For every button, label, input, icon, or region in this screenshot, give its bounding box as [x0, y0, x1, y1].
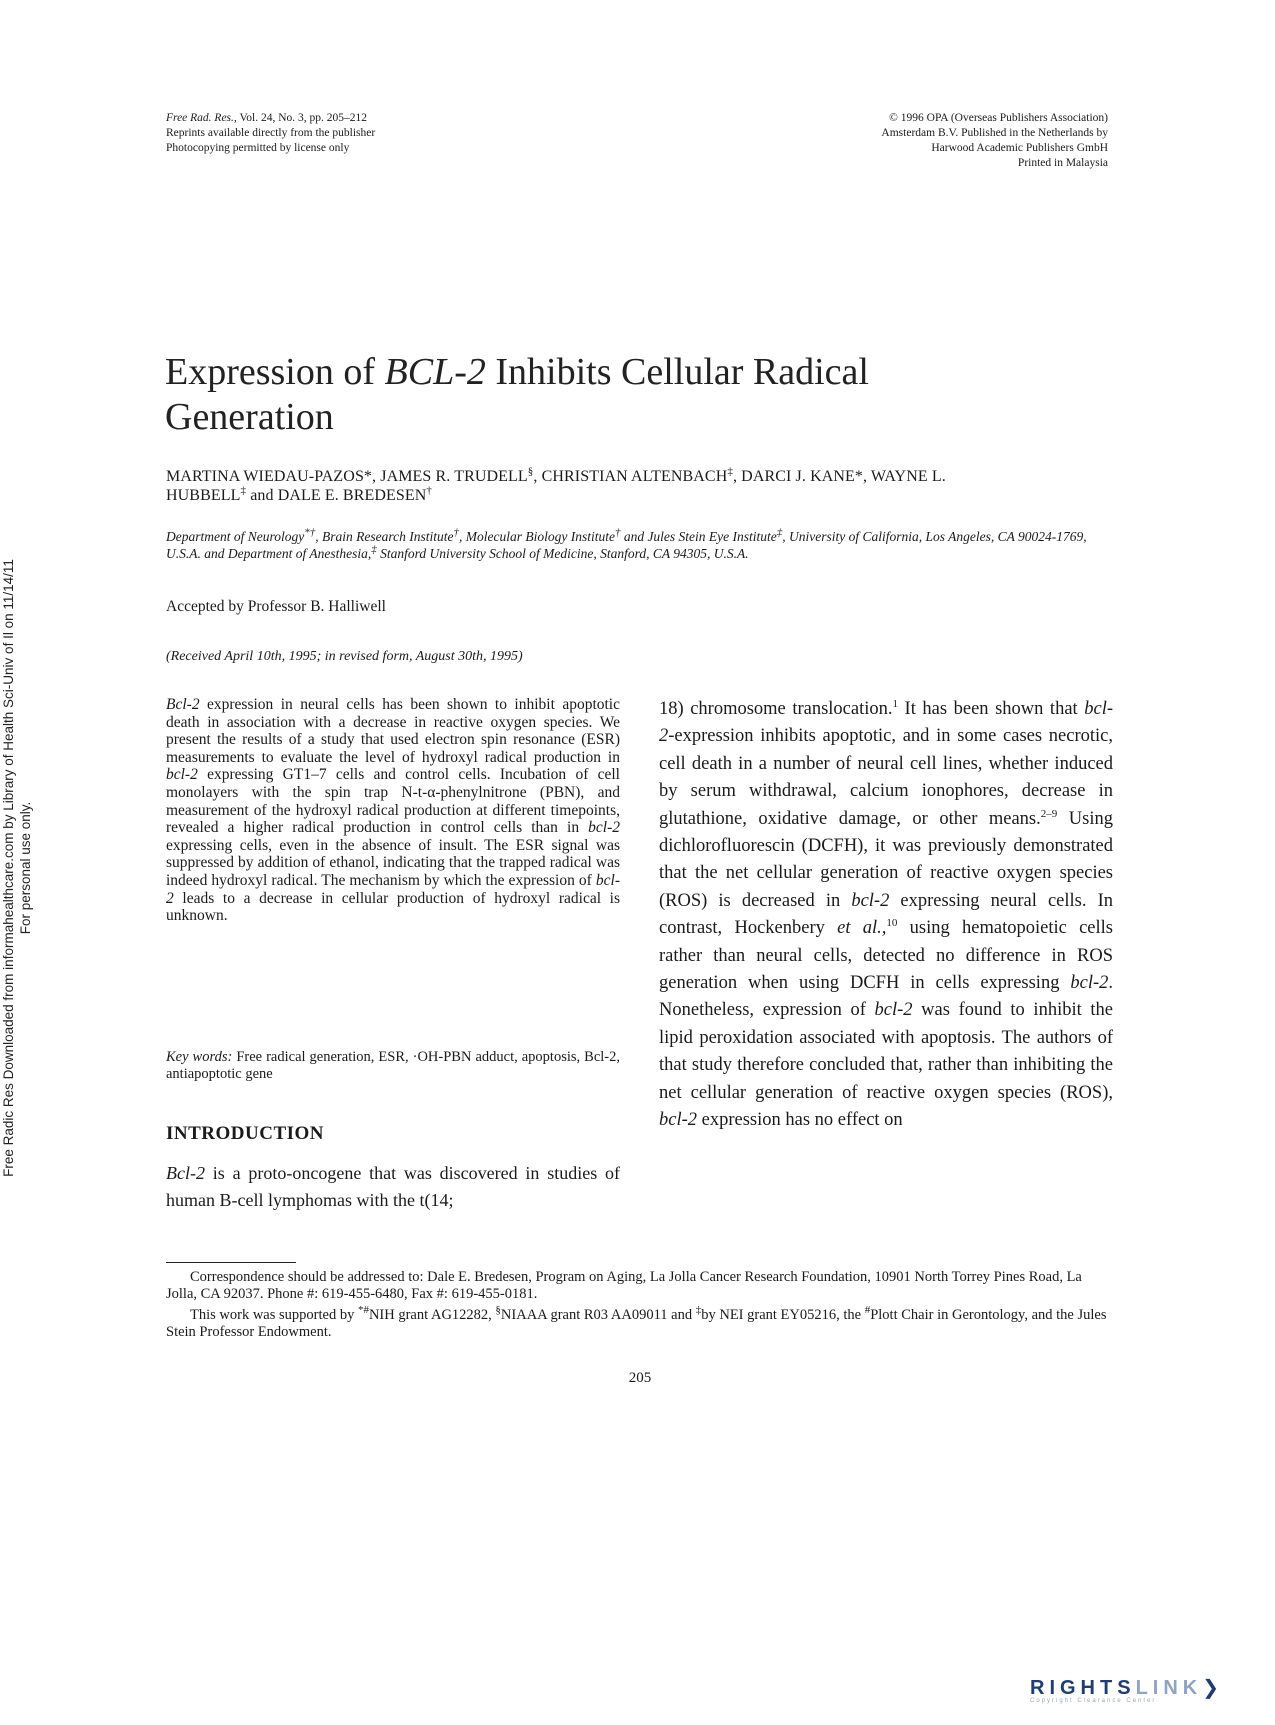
- reprints-note: Reprints available directly from the publisher: [166, 127, 376, 139]
- rightslink-logo[interactable]: RIGHTSLINK❯ Copyright Clearance Center: [1030, 1675, 1260, 1715]
- accepted-by: Accepted by Professor B. Halliwell: [166, 598, 386, 615]
- footnote-correspondence: Correspondence should be addressed to: Dale E. Bredesen, Program on Aging, La Jolla Cancer Research Foundation, 10901 North Torrey Pines Road, La Jolla, CA 92037. Phone #: 619-455-6480, Fax #: 619-455-0181.: [166, 1269, 1082, 1302]
- header-left: [166, 111, 586, 156]
- author-list: MARTINA WIEDAU-PAZOS*, JAMES R. TRUDELL§, CHRISTIAN ALTENBACH‡, DARCI J. KANE*, WAYNE L. HUBBELL‡ and DALE E. BREDESEN†: [166, 465, 946, 504]
- keywords: Key words: Free radical generation, ESR, ·OH-PBN adduct, apoptosis, Bcl-2, antiapoptotic gene: [166, 1049, 620, 1082]
- introduction-column-1: Bcl-2 is a proto-oncogene that was discovered in studies of human B-cell lymphomas with the t(14;: [166, 1163, 620, 1210]
- page-number: 205: [628, 1370, 652, 1386]
- affiliations: Department of Neurology*†, Brain Research Institute†, Molecular Biology Institute† and Jules Stein Eye Institute‡, University of California, Los Angeles, CA 90024-1769, U.S.A. and Department of Anesthesia,‡ Stanford University School of Medicine, Stanford, CA 94305, U.S.A.: [166, 526, 1087, 561]
- printed-line: Printed in Malaysia: [1017, 157, 1108, 169]
- watermark-line-1: Free Radic Res Downloaded from informahealthcare.com by Library of Health Sci-Univ of Il on 11/14/11: [1, 559, 16, 1177]
- rightslink-tagline: Copyright Clearance Center: [1030, 1698, 1157, 1704]
- article-title: Expression of BCL-2 Inhibits Cellular Radical Generation: [165, 351, 869, 438]
- watermark-line-2: For personal use only.: [18, 801, 33, 935]
- chevron-right-icon: ❯: [1202, 1677, 1224, 1699]
- publisher-line: Harwood Academic Publishers GmbH: [931, 142, 1108, 154]
- received-dates: (Received April 10th, 1995; in revised form, August 30th, 1995): [166, 649, 523, 664]
- download-watermark: [0, 508, 48, 1228]
- abstract: Bcl-2 expression in neural cells has been shown to inhibit apoptotic death in association with a decrease in reactive oxygen species. We present the results of a study that used electron spin resonance (ESR) measurements to evaluate the level of hydroxyl radical production in bcl-2 expressing GT1–7 cells and control cells. Incubation of cell monolayers with the spin trap N-t-α-phenylnitrone (PBN), and measurement of the hydroxyl radical production at different timepoints, revealed a higher radical production in control cells than in bcl-2 expressing cells, even in the absence of insult. The ESR signal was suppressed by addition of ethanol, indicating that the trapped radical was indeed hydroxyl radical. The mechanism by which the expression of bcl-2 leads to a decrease in cellular production of hydroxyl radical is unknown.: [166, 696, 620, 925]
- header-right: [760, 111, 1108, 171]
- section-heading-introduction: INTRODUCTION: [166, 1123, 325, 1144]
- footnote-divider: [166, 1262, 296, 1263]
- footnote-funding: This work was supported by *#NIH grant AG12282, §NIAAA grant R03 AA09011 and ‡by NEI grant EY05216, the #Plott Chair in Gerontology, and the Jules Stein Professor Endowment.: [166, 1304, 1107, 1340]
- published-line: Amsterdam B.V. Published in the Netherlands by: [881, 127, 1108, 139]
- photocopying-note: Photocopying permitted by license only: [166, 142, 350, 154]
- introduction-column-2: 18) chromosome translocation.$^1$ It has been shown that bcl-2-expression inhibits apoptotic, and in some cases necrotic, cell death in a number of neural cell lines, whether induced by serum withdrawal, calcium ionophores, decrease in glutathione, oxidative damage, or other means.$^{2-9}$ Using dichlorofluorescin (DCFH), it was previously demonstrated that the net cellular generation of reactive oxygen species (ROS) is decreased in bcl-2 expressing neural cells. In contrast, Hockenbery et al.,$^{10}$ using hematopoietic cells rather than neural cells, detected no difference in ROS generation when using DCFH in cells expressing bcl-2. Nonetheless, expression of bcl-2 was found to inhibit the lipid peroxidation associated with apoptosis. The authors of that study therefore concluded that, rather than inhibiting the net cellular generation of reactive oxygen species (ROS), bcl-2 expression has no effect on: [659, 697, 1113, 1131]
- journal-citation: Free Rad. Res., Vol. 24, No. 3, pp. 205–212: [166, 112, 368, 124]
- copyright-line: © 1996 OPA (Overseas Publishers Association): [889, 112, 1108, 124]
